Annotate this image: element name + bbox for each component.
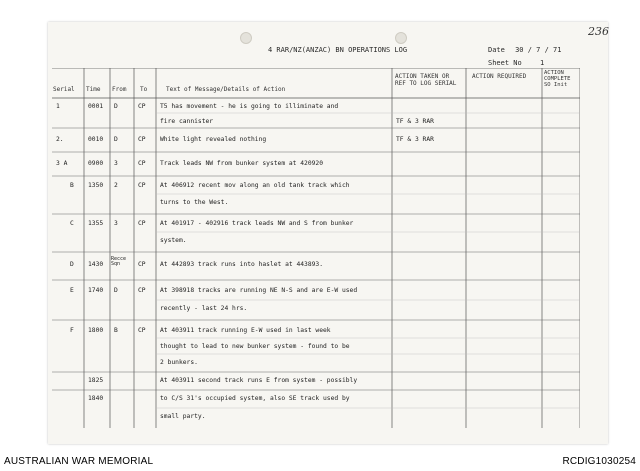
entry-text-line: At 401917 - 402916 track leads NW and S from bunker: [160, 220, 354, 227]
entry-to: CP: [138, 261, 146, 268]
entry-time: 0010: [88, 136, 104, 143]
entry-to: CP: [138, 136, 146, 143]
entry-serial: C: [70, 220, 74, 227]
entry-from: D: [114, 136, 118, 143]
entry-serial: B: [70, 182, 74, 189]
table-grid-lines: [52, 68, 580, 428]
entry-text-line: White light revealed nothing: [160, 136, 267, 143]
entry-serial: E: [70, 287, 74, 294]
entry-from: D: [114, 287, 118, 294]
entry-from: Recce Sqn: [111, 256, 127, 267]
entry-text-line: At 398918 tracks are running NE N-S and are E-W used: [160, 287, 358, 294]
col-from-header: From: [112, 86, 127, 93]
entry-from: D: [114, 103, 118, 110]
entry-time: 1430: [88, 261, 104, 268]
entry-serial: 1: [56, 103, 60, 110]
col-time-header: Time: [86, 86, 101, 93]
entry-text-line: fire cannister: [160, 118, 214, 125]
sheet-label: Sheet No: [488, 59, 522, 67]
entry-action-taken: TF & 3 RAR: [396, 118, 434, 125]
entry-to: CP: [138, 103, 146, 110]
punch-hole: [395, 32, 407, 44]
col-action-taken-header: ACTION TAKEN OR REF TO LOG SERIAL: [395, 73, 457, 87]
entry-text-line: T5 has movement - he is going to illiminate and: [160, 103, 339, 110]
entry-text-line: At 406912 recent mov along an old tank track which: [160, 182, 350, 189]
log-sheet: [48, 22, 608, 444]
date-label: Date: [488, 46, 505, 54]
entry-time: 1355: [88, 220, 104, 227]
entry-text-line: At 403911 track running E-W used in last week: [160, 327, 331, 334]
entry-time: 0900: [88, 160, 104, 167]
entry-serial: D: [70, 261, 74, 268]
sheet-number-field: [488, 59, 544, 67]
archive-reference-id: RCDIG1030254: [562, 456, 636, 467]
entry-text-line: recently - last 24 hrs.: [160, 305, 248, 312]
entry-text-line: small party.: [160, 413, 206, 420]
entry-time: 0001: [88, 103, 104, 110]
entry-from: B: [114, 327, 118, 334]
entry-from: 2: [114, 182, 118, 189]
entry-serial: 3 A: [56, 160, 68, 167]
entry-serial: 2.: [56, 136, 64, 143]
entry-time: 1825: [88, 377, 104, 384]
col-serial-header: Serial: [53, 86, 75, 93]
entry-text-line: turns to the West.: [160, 199, 229, 206]
entry-to: CP: [138, 287, 146, 294]
entry-text-line: At 403911 second track runs E from system - possibly: [160, 377, 358, 384]
log-table: [52, 68, 580, 428]
entry-time: 1840: [88, 395, 104, 402]
archive-credit: AUSTRALIAN WAR MEMORIAL: [4, 456, 154, 467]
entry-text-line: 2 bunkers.: [160, 359, 198, 366]
entry-to: CP: [138, 160, 146, 167]
sheet-value: 1: [539, 59, 545, 67]
entry-text-line: to C/S 31's occupied system, also SE track used by: [160, 395, 350, 402]
punch-hole: [240, 32, 252, 44]
entry-to: CP: [138, 220, 146, 227]
page-number: 236: [588, 25, 609, 38]
date-field: [488, 46, 561, 54]
entry-from: 3: [114, 160, 118, 167]
entry-text-line: Track leads NW from bunker system at 420920: [160, 160, 324, 167]
col-to-header: To: [140, 86, 148, 93]
log-title: 4 RAR/NZ(ANZAC) BN OPERATIONS LOG: [268, 46, 408, 54]
entry-serial: F: [70, 327, 74, 334]
entry-time: 1350: [88, 182, 104, 189]
col-action-complete-header: ACTION COMPLETE SO Init: [544, 70, 571, 88]
entry-time: 1800: [88, 327, 104, 334]
entry-text-line: system.: [160, 237, 187, 244]
entry-text-line: At 442893 track runs into haslet at 443893.: [160, 261, 324, 268]
entry-text-line: thought to lead to new bunker system - found to be: [160, 343, 350, 350]
entry-to: CP: [138, 182, 146, 189]
entry-time: 1740: [88, 287, 104, 294]
col-text-header: Text of Message/Details of Action: [166, 86, 286, 93]
entry-from: 3: [114, 220, 118, 227]
col-action-required-header: ACTION REQUIRED: [472, 73, 527, 80]
entry-action-taken: TF & 3 RAR: [396, 136, 434, 143]
date-value: 30 / 7 / 71: [515, 46, 562, 54]
entry-to: CP: [138, 327, 146, 334]
